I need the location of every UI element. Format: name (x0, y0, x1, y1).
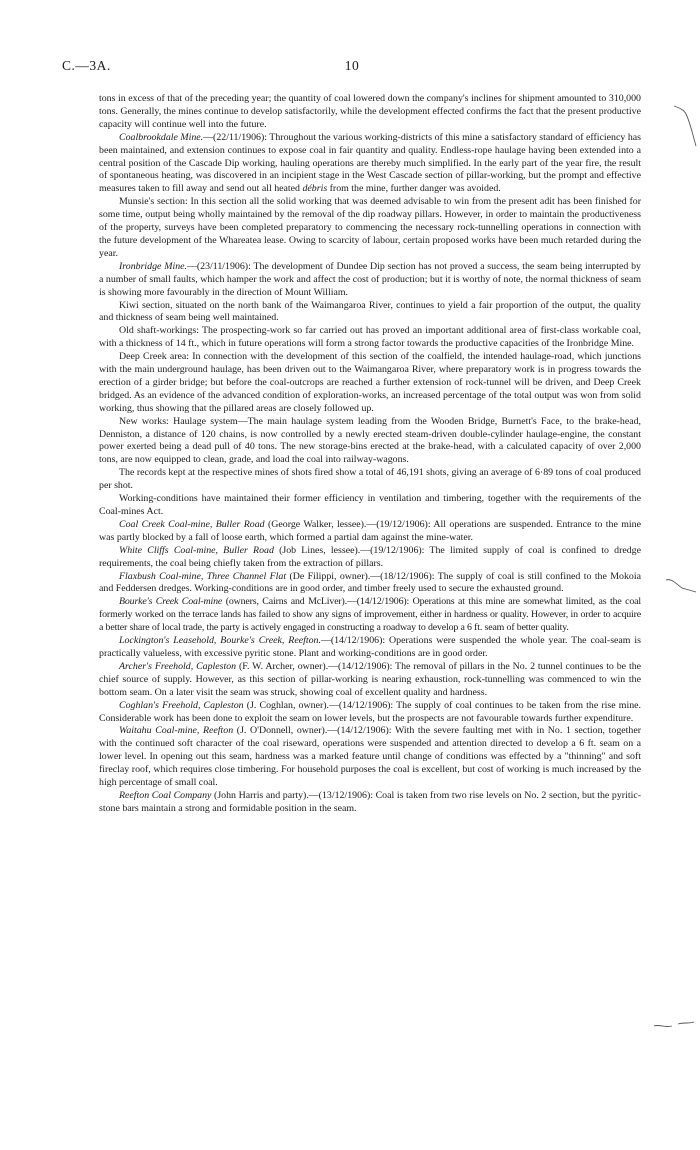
section-reference: C.—3A. (62, 58, 111, 73)
paragraph-old-shaft-workings: Old shaft-workings: The prospecting-work so far carried out has proved an important additional area of first-class workable coal, with a thickness of 14 ft., which in future operations will form a strong factor towards the productive capacities of the Ironbridge Mine. (99, 325, 641, 350)
page-number: 10 (344, 58, 360, 73)
margin-mark (664, 574, 698, 600)
paragraph-munsie-section: Munsie's section: In this section all the solid working that was deemed advisable to win from the present adit has been finished for some time, output being wholly maintained by the removal of the dip roadway pillars. However, in order to maintain the productiveness of the property, surveys have been completed preparatory to commencing the necessary rock-tunnelling operations in connection with the future development of the Whareatea lease. Owing to scarcity of labour, certain proposed works have been much retarded during the year. (99, 196, 641, 259)
mine-heading: Coghlan's Freehold, Capleston (119, 699, 244, 711)
mine-heading: Coalbrookdale Mine. (119, 131, 204, 143)
paragraph-ironbridge-mine: Ironbridge Mine.—(23/11/1906): The development of Dundee Dip section has not proved a success, the seam being interrupted by a number of small faults, which hamper the work and affect the cost of production; but it is worthy of note, the normal thickness of seam is showing more favourably in the direction of Mount William. (99, 260, 641, 298)
mine-heading: Flaxbush Coal-mine, Three Channel Flat (119, 570, 287, 582)
paragraph-shot-records: The records kept at the respective mines of shots fired show a total of 46,191 shots, giving an average of 6·89 tons of coal produced per shot. (99, 467, 641, 492)
paragraph-deep-creek-area: Deep Creek area: In connection with the development of this section of the coalfield, the intended haulage-road, which junctions with the main underground haulage, has been driven out to the Waimangaroa River, where preparatory work is in progress towards the erection of a girder bridge; but before the coal-outcrops are reached a further extension of rock-tunnel will be driven, and Deep Creek bridged. As an evidence of the advanced condition of exploration-works, an increased percentage of the total output was won from solid working, thus showing that the pillared areas are closely followed up. (99, 351, 641, 414)
paragraph-new-works: New works: Haulage system—The main haulage system leading from the Wooden Bridge, Burnett's Face, to the brake-head, Denniston, a distance of 120 chains, is now controlled by a newly erected steam-driven double-cylinder haulage-engine, the constant power exerted being a dead pull of 40 tons. The new storage-bins erected at the brake-head, with a calculated capacity of over 2,000 tons, are now equipped to clean, grade, and load the coal into railway-wagons. (99, 415, 641, 466)
paragraph-coal-creek: Coal Creek Coal-mine, Buller Road (George Walker, lessee).—(19/12/1906): All operations are suspended. Entrance to the mine was partly blocked by a fall of loose earth, which formed a partial dam against the mine-water. (99, 518, 641, 543)
paragraph-reefton-coal-company: Reefton Coal Company (John Harris and party).—(13/12/1906): Coal is taken from two rise levels on No. 2 section, but the pyritic-stone bars maintain a strong and formidable position in the seam. (99, 789, 641, 814)
mine-heading: Reefton Coal Company (119, 789, 212, 801)
paragraph-archer: Archer's Freehold, Capleston (F. W. Archer, owner).—(14/12/1906): The removal of pillars in the No. 2 tunnel continues to be the chief source of supply. However, as this section of pillar-working is nearing exhaustion, rock-tunnelling was commenced to win the bottom seam. On a later visit the seam was struck, showing coal of excellent quality and hardness. (99, 660, 642, 698)
paragraph-coalbrookdale-mine: Coalbrookdale Mine.—(22/11/1906): Throughout the various working-districts of this mine a satisfactory standard of efficiency has been maintained, and extension continues to expose coal in fair quantity and quality. Endless-rope haulage having been extended into a central position of the Cascade Dip working, hauling operations are thereby much simplified. In the early part of the year fire, the result of spontaneous heating, was discovered in an incipient stage in the West Cascade section of pillar-working, but the prompt and effective measures taken to fill away and send out all heated débris from the mine, further danger was avoided. (99, 131, 641, 195)
mine-heading: Coal Creek Coal-mine, Buller Road (119, 518, 265, 530)
paragraph-flaxbush: Flaxbush Coal-mine, Three Channel Flat (De Filippi, owner).—(18/12/1906): The supply of coal is still confined to the Mokoia and Feddersen dredges. Working-conditions are in good order, and timber freely used to secure the exhausted ground. (99, 570, 641, 595)
paragraph-coghlan: Coghlan's Freehold, Capleston (J. Coghlan, owner).—(14/12/1906): The supply of coal continues to be taken from the rise mine. Considerable work has been done to exploit the seam on lower levels, but the prospects are not favourable towards further expenditure. (99, 699, 641, 724)
mine-heading: Archer's Freehold, Capleston (119, 660, 237, 672)
margin-mark (652, 1016, 696, 1034)
report-body (99, 93, 641, 816)
paragraph-white-cliffs: White Cliffs Coal-mine, Buller Road (Job Lines, lessee).—(19/12/1906): The limited supply of coal is confined to dredge requirements, the coal being chiefly taken from the extraction of pillars. (99, 544, 642, 569)
paragraph-kiwi-section: Kiwi section, situated on the north bank of the Waimangaroa River, continues to yield a fair proportion of the output, the quality and thickness of seam being well maintained. (99, 299, 641, 324)
mine-heading: Waitahu Coal-mine, Reefton (119, 725, 234, 737)
paragraph-bourkes-creek: Bourke's Creek Coal-mine (owners, Cairns and McLiver).—(14/12/1906): Operations at this mine are somewhat limited, as the coal formerly worked on the terrace lands has failed to show any signs of improvement, either in hardness or quality. However, in order to acquire a better share of local trade, the party is actively engaged in constructing a roadway to develop a 6 ft. seam of better quality. (99, 596, 641, 634)
mine-heading: Ironbridge Mine. (119, 260, 187, 272)
paragraph-working-conditions: Working-conditions have maintained their former efficiency in ventilation and timbering, together with the requirements of the Coal-mines Act. (99, 493, 641, 517)
margin-mark (672, 100, 698, 150)
page-header (62, 58, 642, 80)
mine-heading: Lockington's Leasehold, Bourke's Creek, Reefton. (119, 635, 321, 647)
mine-heading: White Cliffs Coal-mine, Buller Road (119, 544, 274, 556)
mine-heading: Bourke's Creek Coal-mine (119, 596, 223, 608)
paragraph-lockington: Lockington's Leasehold, Bourke's Creek, Reefton.—(14/12/1906): Operations were suspended the whole year. The coal-seam is practically valueless, with excessive pyritic stone. Plant and working-conditions are in good order. (99, 635, 641, 659)
paragraph-continuation: tons in excess of that of the preceding year; the quantity of coal lowered down the company's inclines for shipment amounted to 310,000 tons. Generally, the mines continue to develop satisfactorily, while the development effected confirms the fact that the present productive capacity will continue well into the future. (99, 93, 641, 130)
paragraph-waitahu: Waitahu Coal-mine, Reefton (J. O'Donnell, owner).—(14/12/1906): With the severe faulting met with in No. 1 section, together with the continued soft character of the coal riseward, operations were suspended and attention directed to develop a 6 ft. seam on a lower level. In opening out this seam, hardness was a marked feature until change of conditions was effected by a "thinning" and soft fireclay roof, which requires close timbering. For household purposes the coal is excellent, but cost of working is much increased by the high percentage of small coal. (99, 725, 641, 789)
